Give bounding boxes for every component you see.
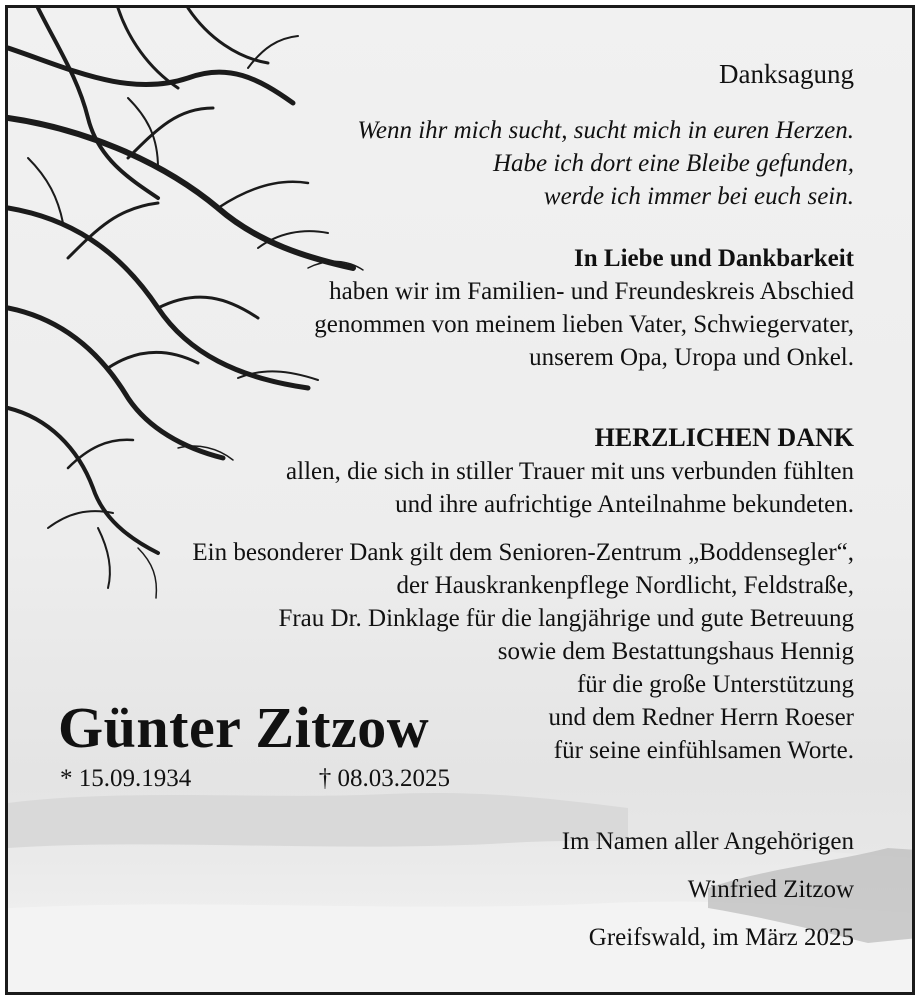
farewell-line: unserem Opa, Uropa und Onkel. <box>529 344 854 371</box>
special-thanks-line: der Hauskrankenpflege Nordlicht, Feldstraße, <box>396 572 854 599</box>
thanks-heading: HERZLICHEN DANK <box>594 423 854 452</box>
thanks-line: und ihre aufrichtige Anteilnahme bekundeten. <box>395 491 854 518</box>
signature-name: Winfried Zitzow <box>687 876 854 903</box>
poem-line: Habe ich dort eine Bleibe gefunden, <box>493 150 854 177</box>
signature-line: Im Namen aller Angehörigen <box>561 828 854 855</box>
special-thanks-line: für seine einfühlsamen Worte. <box>553 737 854 764</box>
deceased-name: Günter Zitzow <box>58 695 430 760</box>
poem-line: werde ich immer bei euch sein. <box>543 183 854 210</box>
notice-title: Danksagung <box>719 59 854 89</box>
death-date: † 08.03.2025 <box>318 765 450 792</box>
birth-date: * 15.09.1934 <box>60 765 192 792</box>
special-thanks-line: und dem Redner Herrn Roeser <box>548 704 854 731</box>
signature-block <box>562 818 854 962</box>
special-thanks-line: sowie dem Bestattungshaus Hennig <box>497 638 854 665</box>
special-thanks-line: Ein besonderer Dank gilt dem Senioren-Zentrum „Boddensegler“, <box>192 539 854 566</box>
poem-line: Wenn ihr mich sucht, sucht mich in euren Herzen. <box>357 117 854 144</box>
love-heading: In Liebe und Dankbarkeit <box>574 245 854 272</box>
special-thanks-line: für die große Unterstützung <box>576 671 854 698</box>
farewell-line: genommen von meinem lieben Vater, Schwiegervater, <box>314 311 854 338</box>
signature-place-date: Greifswald, im März 2025 <box>588 924 854 951</box>
special-thanks-line: Frau Dr. Dinklage für die langjährige und gute Betreuung <box>278 605 854 632</box>
farewell-line: haben wir im Familien- und Freundeskreis Abschied <box>329 278 854 305</box>
thanks-line: allen, die sich in stiller Trauer mit uns verbunden fühlten <box>286 458 854 485</box>
farewell-paragraph <box>314 275 854 374</box>
thanks-paragraph <box>286 455 854 521</box>
obituary-card <box>5 5 915 995</box>
poem <box>357 114 854 213</box>
